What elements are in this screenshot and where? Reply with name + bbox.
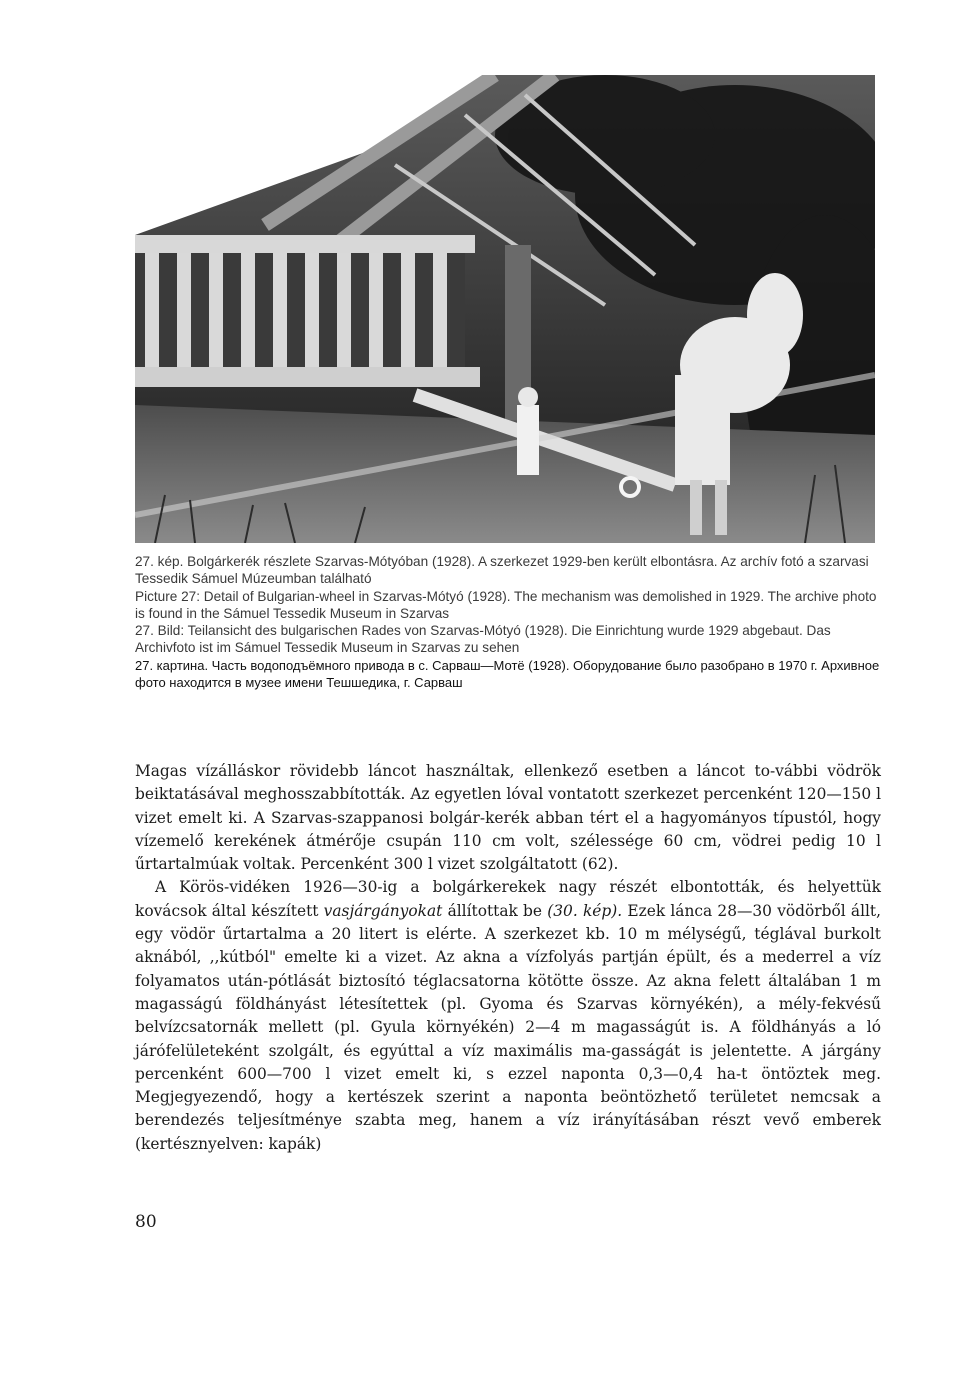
paragraph-2-part-a: A Körös-vidéken 1926—30-ig a bolgárkerekek nagy részét elbontották, és helyettük kovácsok által készített — [135, 878, 881, 920]
paragraph-2-part-b: állítottak be — [442, 901, 548, 920]
figure-caption — [135, 553, 880, 691]
caption-russian: 27. картина. Часть водоподъёмного привода в с. Сарваш—Мотё (1928). Оборудование было разобрано в 1970 г. Архивное фото находится в музее имени Тешшедика, г. Сарваш — [135, 657, 880, 691]
archive-photo-bulgarian-wheel — [135, 75, 875, 543]
caption-german: 27. Bild: Teilansicht des bulgarischen Rades von Szarvas-Mótyó (1928). Die Einrichtung wurde 1929 abgebaut. Das Archivfoto ist im Sámuel Tessedik Museum in Szarvas zu sehen — [135, 623, 831, 656]
paragraph-1: Magas vízálláskor rövidebb láncot használtak, ellenkező esetben a láncot to-vábbi vödrök beiktatásával meghosszabbították. Az egyetlen lóval vontatott szerkezet percenként 120—150 l vizet emelt ki. A Szarvas-szappanosi bolgár-kerék abban tért el a hagyományos típustól, hogy vízemelő kerekének átmérője csupán 110 cm volt, szélessége 60 cm, vödrei pedig 10 l űrtartalmúak voltak. Percenként 300 l vizet szolgáltatott (62). — [135, 762, 881, 874]
paragraph-2-part-c: Ezek lánca 28—30 vödörből állt, egy vödör űrtartalma a 20 litert is elérte. A szerkezet kb. 10 m mélységű, téglával burkolt aknából, ,,kútból" emelte ki a vizet. Az akna a vízfolyás partján épült, és a mederrel a víz folyamatos után-pótlását biztosító téglacsatorna kötötte össze. Az akna felett általában 1 m magasságú földhányást létesítettek (pl. Gyoma és Szarvas környékén), a mély-fekvésű belvízcsatornák mellett (pl. Gyula környékén) 2—4 m magasságút is. A földhányás a ló járófelületeként szolgált, és egyúttal a víz maximális ma-gasságát is jelentette. A járgány percenként 600—700 l vizet emelt ki, s ezzel naponta 0,3—0,4 ha-t öntöztek meg. Megjegyezendő, hogy a kertészek szerint a naponta beöntözhető területet nemcsak a berendezés teljesítménye szabta meg, hanem a víz irányításában részt vevő emberek (kertésznyelven: kapák) — [135, 901, 881, 1153]
paragraph-2-emphasis: vasjárgányokat — [323, 901, 443, 920]
photo-illustration — [135, 75, 875, 543]
page-number: 80 — [135, 1212, 157, 1232]
caption-english: Picture 27: Detail of Bulgarian-wheel in Szarvas-Mótyó (1928). The mechanism was demolished in 1929. The archive photo is found in the Sámuel Tessedik Museum in Szarvas — [135, 588, 877, 621]
body-text — [135, 760, 881, 1156]
caption-hungarian: 27. kép. Bolgárkerék részlete Szarvas-Mótyóban (1928). A szerkezet 1929-ben került elbontásra. Az archív fotó a szarvasi Tessedik Sámuel Múzeumban található — [135, 554, 869, 587]
figure-reference: (30. kép). — [547, 901, 623, 920]
paragraph-2 — [135, 876, 881, 1156]
